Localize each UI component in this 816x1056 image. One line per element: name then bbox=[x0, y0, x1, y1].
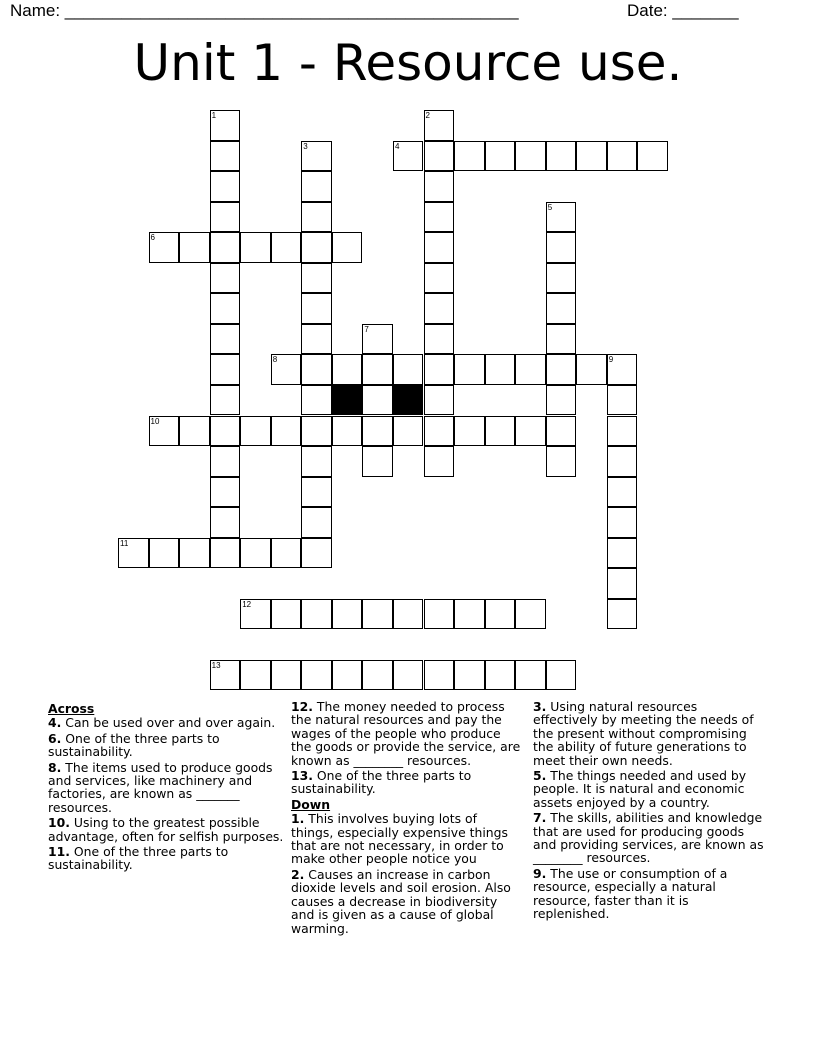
clue-number: 2 bbox=[425, 111, 430, 120]
grid-cell[interactable] bbox=[576, 141, 607, 172]
grid-cell[interactable] bbox=[424, 202, 455, 233]
clue-down-5: 5. The things needed and used by people. It is natural and economic assets enjoyed by a country. bbox=[533, 768, 747, 810]
grid-cell[interactable] bbox=[546, 324, 577, 355]
grid-cell[interactable] bbox=[424, 232, 455, 263]
across-heading: Across bbox=[48, 701, 95, 716]
grid-cell[interactable] bbox=[301, 232, 332, 263]
grid-cell[interactable] bbox=[546, 354, 577, 385]
grid-cell[interactable] bbox=[149, 232, 180, 263]
grid-cell[interactable] bbox=[454, 354, 485, 385]
grid-cell[interactable] bbox=[424, 446, 455, 477]
grid-cell[interactable] bbox=[362, 324, 393, 355]
grid-cell[interactable] bbox=[546, 446, 577, 477]
grid-cell[interactable] bbox=[210, 660, 241, 691]
grid-cell[interactable] bbox=[271, 416, 302, 447]
grid-cell[interactable] bbox=[240, 416, 271, 447]
grid-cell[interactable] bbox=[118, 538, 149, 569]
grid-cell[interactable] bbox=[210, 507, 241, 538]
grid-cell[interactable] bbox=[546, 385, 577, 416]
grid-cell[interactable] bbox=[607, 385, 638, 416]
grid-cell[interactable] bbox=[576, 354, 607, 385]
grid-cell[interactable] bbox=[301, 324, 332, 355]
grid-cell[interactable] bbox=[424, 385, 455, 416]
grid-cell[interactable] bbox=[362, 354, 393, 385]
grid-cell[interactable] bbox=[607, 538, 638, 569]
grid-cell[interactable] bbox=[240, 232, 271, 263]
grid-cell[interactable] bbox=[454, 660, 485, 691]
grid-cell[interactable] bbox=[210, 416, 241, 447]
grid-cell[interactable] bbox=[424, 171, 455, 202]
grid-cell[interactable] bbox=[393, 416, 424, 447]
clues-column-1 bbox=[48, 700, 284, 874]
grid-cell[interactable] bbox=[301, 354, 332, 385]
black-cell bbox=[393, 385, 424, 416]
grid-cell[interactable] bbox=[210, 354, 241, 385]
grid-cell[interactable] bbox=[546, 202, 577, 233]
grid-cell[interactable] bbox=[424, 141, 455, 172]
clue-across-13: 13. One of the three parts to sustainability. bbox=[291, 768, 472, 797]
clue-number: 4 bbox=[394, 141, 400, 151]
grid-cell[interactable] bbox=[424, 324, 455, 355]
clue-down-1: 1. This involves buying lots of things, especially expensive things that are not necessary, in order to make other people notice you bbox=[291, 811, 508, 867]
grid-cell[interactable] bbox=[301, 141, 332, 172]
grid-cell[interactable] bbox=[546, 660, 577, 691]
clue-down-2: 2. Causes an increase in carbon dioxide levels and soil erosion. Also causes a decrease in biodiversity and is given as a cause of global warming. bbox=[291, 866, 511, 936]
grid-cell[interactable] bbox=[210, 141, 241, 172]
grid-cell[interactable] bbox=[332, 416, 363, 447]
clue-across-12: 12. The money needed to process the natural resources and pay the wages of the people who produce the goods or provide the service, are known as ________ resources. bbox=[291, 699, 521, 768]
grid-cell[interactable] bbox=[362, 416, 393, 447]
clue-number: 12 bbox=[242, 599, 252, 609]
grid-cell[interactable] bbox=[607, 141, 638, 172]
grid-cell[interactable] bbox=[607, 416, 638, 447]
grid-cell[interactable] bbox=[210, 446, 241, 477]
grid-cell[interactable] bbox=[210, 171, 241, 202]
grid-cell[interactable] bbox=[393, 141, 424, 172]
grid-cell[interactable] bbox=[393, 354, 424, 385]
clue-down-3: 3. Using natural resources effectively by meeting the needs of the present without compromising the ability of future generations to meet their own needs. bbox=[533, 699, 754, 768]
grid-cell[interactable] bbox=[515, 141, 546, 172]
clue-across-8: 8. The items used to produce goods and services, like machinery and factories, are known as _______ resources. bbox=[48, 759, 273, 815]
grid-cell[interactable] bbox=[485, 354, 516, 385]
grid-cell[interactable] bbox=[210, 202, 241, 233]
clues-column-2 bbox=[291, 700, 523, 937]
grid-cell[interactable] bbox=[515, 660, 546, 691]
grid-cell[interactable] bbox=[301, 293, 332, 324]
grid-cell[interactable] bbox=[607, 477, 638, 508]
grid-cell[interactable] bbox=[271, 660, 302, 691]
grid-cell[interactable] bbox=[210, 324, 241, 355]
grid-cell[interactable] bbox=[546, 141, 577, 172]
grid-cell[interactable] bbox=[362, 599, 393, 630]
grid-cell[interactable] bbox=[424, 416, 455, 447]
clue-number: 10 bbox=[150, 416, 160, 426]
grid-cell[interactable] bbox=[210, 477, 241, 508]
grid-cell[interactable] bbox=[271, 599, 302, 630]
grid-cell[interactable] bbox=[332, 354, 363, 385]
grid-cell[interactable] bbox=[301, 385, 332, 416]
grid-cell[interactable] bbox=[301, 477, 332, 508]
grid-cell[interactable] bbox=[240, 599, 271, 630]
clue-number: 13 bbox=[211, 660, 221, 670]
clue-number: 3 bbox=[303, 141, 308, 151]
clue-across-10: 10. Using to the greatest possible advantage, often for selfish purposes. bbox=[48, 815, 284, 844]
grid-cell[interactable] bbox=[301, 171, 332, 202]
grid-cell[interactable] bbox=[210, 385, 241, 416]
grid-cell[interactable] bbox=[362, 660, 393, 691]
grid-cell[interactable] bbox=[424, 354, 455, 385]
grid-cell[interactable] bbox=[301, 660, 332, 691]
grid-cell[interactable] bbox=[210, 538, 241, 569]
grid-cell[interactable] bbox=[424, 599, 455, 630]
clue-across-6: 6. One of the three parts to sustainability. bbox=[48, 730, 220, 760]
grid-cell[interactable] bbox=[546, 232, 577, 263]
grid-cell[interactable] bbox=[637, 141, 668, 172]
clue-number: 8 bbox=[272, 355, 278, 365]
grid-cell[interactable] bbox=[424, 660, 455, 691]
grid-cell[interactable] bbox=[393, 599, 424, 630]
grid-cell[interactable] bbox=[179, 416, 210, 447]
grid-cell[interactable] bbox=[332, 232, 363, 263]
grid-cell[interactable] bbox=[301, 446, 332, 477]
grid-cell[interactable] bbox=[301, 507, 332, 538]
grid-cell[interactable] bbox=[546, 293, 577, 324]
grid-cell[interactable] bbox=[240, 538, 271, 569]
grid-cell[interactable] bbox=[546, 416, 577, 447]
grid-cell[interactable] bbox=[454, 141, 485, 172]
grid-cell[interactable] bbox=[607, 507, 638, 538]
grid-cell[interactable] bbox=[515, 354, 546, 385]
grid-cell[interactable] bbox=[149, 538, 180, 569]
clue-number: 5 bbox=[547, 202, 553, 212]
grid-cell[interactable] bbox=[179, 232, 210, 263]
clue-number: 6 bbox=[150, 233, 155, 243]
grid-cell[interactable] bbox=[210, 263, 241, 294]
grid-cell[interactable] bbox=[424, 110, 455, 141]
grid-cell[interactable] bbox=[301, 538, 332, 569]
grid-cell[interactable] bbox=[607, 354, 638, 385]
grid-cell[interactable] bbox=[210, 110, 241, 141]
grid-cell[interactable] bbox=[424, 293, 455, 324]
black-cell bbox=[332, 385, 363, 416]
clue-down-7: 7. The skills, abilities and knowledge that are used for producing goods and providing services, are known as ________ resources. bbox=[533, 810, 764, 866]
grid-cell[interactable] bbox=[271, 232, 302, 263]
grid-cell[interactable] bbox=[362, 446, 393, 477]
grid-cell[interactable] bbox=[271, 354, 302, 385]
grid-cell[interactable] bbox=[454, 599, 485, 630]
page-title: Unit 1 - Resource use. bbox=[133, 34, 683, 92]
grid-cell[interactable] bbox=[362, 385, 393, 416]
grid-cell[interactable] bbox=[485, 599, 516, 630]
grid-cell[interactable] bbox=[485, 141, 516, 172]
down-heading: Down bbox=[291, 796, 331, 812]
grid-cell[interactable] bbox=[515, 599, 546, 630]
clue-across-4: 4. Can be used over and over again. bbox=[48, 715, 276, 731]
grid-cell[interactable] bbox=[607, 568, 638, 599]
grid-cell[interactable] bbox=[607, 446, 638, 477]
grid-cell[interactable] bbox=[332, 599, 363, 630]
grid-cell[interactable] bbox=[301, 202, 332, 233]
clue-number: 7 bbox=[364, 324, 369, 334]
grid-cell[interactable] bbox=[546, 263, 577, 294]
grid-cell[interactable] bbox=[210, 232, 241, 263]
grid-cell[interactable] bbox=[179, 538, 210, 569]
clue-down-9: 9. The use or consumption of a resource, especially a natural resource, faster than it is replenished. bbox=[533, 865, 728, 922]
date-field[interactable]: Date: _______ bbox=[627, 1, 739, 20]
clues-column-3 bbox=[533, 700, 765, 923]
grid-cell[interactable] bbox=[393, 660, 424, 691]
grid-cell[interactable] bbox=[454, 416, 485, 447]
grid-cell[interactable] bbox=[607, 599, 638, 630]
name-field[interactable]: Name: ________________________________________________ bbox=[10, 1, 519, 20]
clue-number: 9 bbox=[608, 355, 614, 365]
clue-number: 1 bbox=[211, 111, 217, 120]
clue-across-11: 11. One of the three parts to sustainability. bbox=[48, 844, 229, 873]
grid-cell[interactable] bbox=[424, 263, 455, 294]
grid-cell[interactable] bbox=[485, 660, 516, 691]
grid-cell[interactable] bbox=[301, 263, 332, 294]
grid-cell[interactable] bbox=[240, 660, 271, 691]
grid-cell[interactable] bbox=[515, 416, 546, 447]
grid-cell[interactable] bbox=[301, 599, 332, 630]
grid-cell[interactable] bbox=[332, 660, 363, 691]
grid-cell[interactable] bbox=[301, 416, 332, 447]
grid-cell[interactable] bbox=[271, 538, 302, 569]
grid-cell[interactable] bbox=[149, 416, 180, 447]
clue-number: 11 bbox=[120, 538, 129, 548]
grid-cell[interactable] bbox=[210, 293, 241, 324]
grid-cell[interactable] bbox=[485, 416, 516, 447]
